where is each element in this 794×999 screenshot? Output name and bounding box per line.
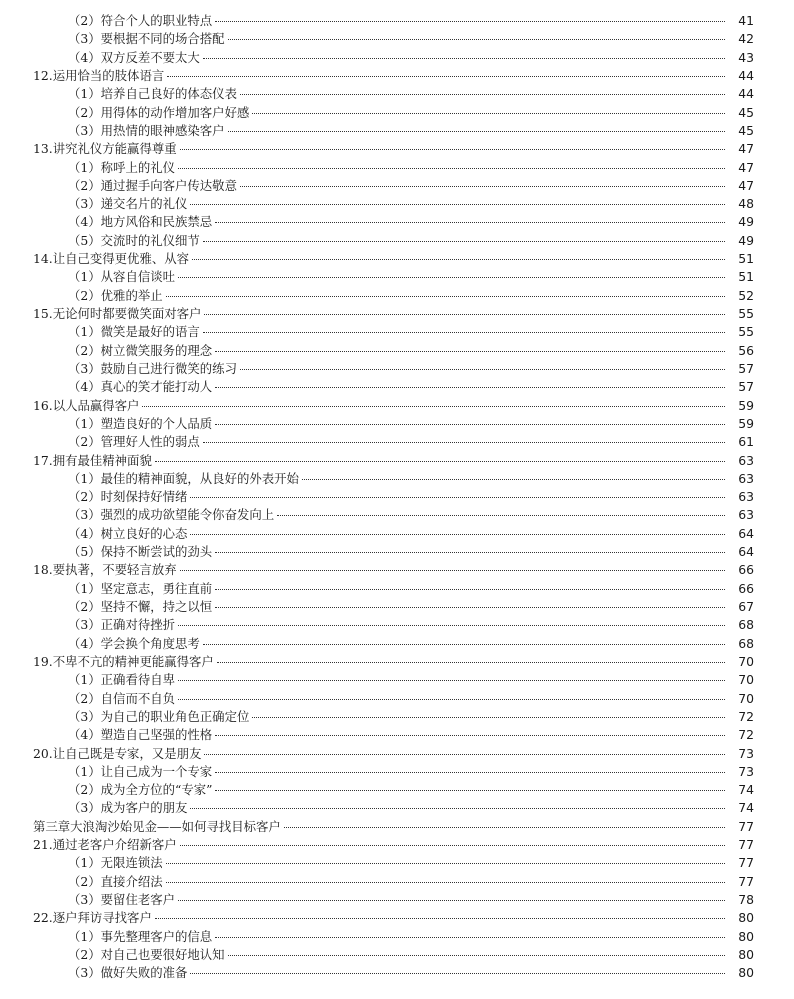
- toc-subsection-entry[interactable]: [0, 781, 794, 799]
- toc-entry-page-number: 48: [738, 196, 754, 212]
- dot-leader: [190, 534, 725, 535]
- toc-entry-line: [0, 854, 794, 872]
- toc-section-entry[interactable]: [0, 140, 794, 158]
- toc-entry-line: [0, 635, 794, 653]
- dot-leader: [192, 259, 725, 260]
- toc-entry-title: （3）要留住老客户: [68, 892, 176, 907]
- toc-entry-title: （5）交流时的礼仪细节: [68, 232, 200, 248]
- toc-entry-page-number: 80: [738, 946, 754, 962]
- table-of-contents: [0, 12, 794, 983]
- toc-entry-title: （2）直接介绍法: [68, 873, 163, 889]
- toc-entry-line: [0, 397, 794, 415]
- toc-section-entry[interactable]: [0, 305, 794, 323]
- toc-entry-page-number: 44: [738, 67, 754, 83]
- toc-entry-line: [0, 561, 794, 579]
- dot-leader: [180, 149, 725, 150]
- toc-subsection-entry[interactable]: [0, 543, 794, 561]
- toc-entry-page-number: 57: [738, 379, 754, 395]
- toc-entry-line: [0, 250, 794, 268]
- toc-entry-title: （3）用热情的眼神感染客户: [68, 122, 225, 138]
- toc-entry-page-number: 66: [738, 580, 754, 596]
- toc-entry-title: （5）保持不断尝试的劲头: [68, 544, 213, 560]
- toc-entry-page-number: 73: [738, 763, 754, 779]
- toc-entry-title: （2）时刻保持好情绪: [68, 489, 188, 505]
- dot-leader: [302, 479, 725, 480]
- dot-leader: [166, 863, 725, 864]
- toc-entry-line: [0, 85, 794, 103]
- toc-entry-line: [0, 653, 794, 671]
- toc-entry-title: （4）真心的笑才能打动人: [68, 379, 213, 395]
- toc-entry-page-number: 70: [738, 653, 754, 669]
- toc-entry-line: [0, 122, 794, 140]
- toc-entry-line: [0, 763, 794, 781]
- toc-entry-line: [0, 525, 794, 543]
- toc-subsection-entry[interactable]: [0, 873, 794, 891]
- toc-section-entry[interactable]: [0, 909, 794, 927]
- toc-entry-line: [0, 726, 794, 744]
- dot-leader: [215, 351, 725, 352]
- dot-leader: [228, 131, 725, 132]
- toc-entry-page-number: 51: [738, 251, 754, 267]
- toc-subsection-entry[interactable]: [0, 85, 794, 103]
- toc-subsection-entry[interactable]: [0, 854, 794, 872]
- toc-entry-title: 20.让自己既是专家，又是朋友: [33, 745, 202, 761]
- toc-entry-line: [0, 378, 794, 396]
- dot-leader: [277, 515, 725, 516]
- toc-entry-page-number: 74: [738, 800, 754, 816]
- dot-leader: [252, 113, 725, 114]
- toc-entry-page-number: 52: [738, 287, 754, 303]
- toc-entry-page-number: 68: [738, 617, 754, 633]
- toc-subsection-entry[interactable]: [0, 891, 794, 909]
- toc-section-entry[interactable]: [0, 745, 794, 763]
- toc-entry-title: （1）培养自己良好的体态仪表: [68, 86, 237, 102]
- dot-leader: [203, 442, 725, 443]
- toc-subsection-entry[interactable]: [0, 635, 794, 653]
- dot-leader: [215, 937, 725, 938]
- toc-entry-line: [0, 781, 794, 799]
- toc-subsection-entry[interactable]: [0, 726, 794, 744]
- dot-leader: [203, 644, 725, 645]
- dot-leader: [166, 882, 725, 883]
- dot-leader: [178, 625, 725, 626]
- toc-entry-line: [0, 67, 794, 85]
- toc-entry-page-number: 59: [738, 397, 754, 413]
- toc-subsection-entry[interactable]: [0, 30, 794, 48]
- toc-entry-page-number: 49: [738, 214, 754, 230]
- toc-subsection-entry[interactable]: [0, 690, 794, 708]
- toc-subsection-entry[interactable]: [0, 470, 794, 488]
- dot-leader: [203, 332, 725, 333]
- toc-entry-page-number: 67: [738, 599, 754, 614]
- dot-leader: [215, 424, 725, 425]
- toc-section-entry[interactable]: [0, 836, 794, 854]
- toc-entry-page-number: 66: [738, 562, 754, 578]
- toc-entry-title: 17.拥有最佳精神面貌: [33, 452, 152, 468]
- toc-entry-line: [0, 433, 794, 451]
- toc-subsection-entry[interactable]: [0, 488, 794, 506]
- toc-entry-page-number: 70: [738, 672, 754, 688]
- toc-subsection-entry[interactable]: [0, 433, 794, 451]
- toc-subsection-entry[interactable]: [0, 799, 794, 817]
- toc-entry-line: [0, 708, 794, 726]
- toc-subsection-entry[interactable]: [0, 506, 794, 524]
- toc-entry-page-number: 73: [738, 745, 754, 761]
- dot-leader: [190, 204, 725, 205]
- toc-entry-page-number: 72: [738, 708, 754, 724]
- toc-entry-page-number: 42: [738, 31, 754, 47]
- toc-entry-line: [0, 598, 794, 616]
- toc-entry-page-number: 74: [738, 782, 754, 798]
- toc-entry-page-number: 64: [738, 544, 754, 560]
- toc-entry-page-number: 57: [738, 360, 754, 376]
- toc-subsection-entry[interactable]: [0, 708, 794, 726]
- toc-entry-title: （4）双方反差不要太大: [68, 49, 200, 65]
- toc-section-entry[interactable]: [0, 67, 794, 85]
- toc-subsection-entry[interactable]: [0, 415, 794, 433]
- toc-entry-line: [0, 305, 794, 323]
- toc-entry-line: [0, 452, 794, 470]
- toc-entry-line: [0, 928, 794, 946]
- dot-leader: [252, 717, 725, 718]
- toc-subsection-entry[interactable]: [0, 213, 794, 231]
- toc-entry-title: （1）正确看待自卑: [68, 672, 176, 688]
- toc-entry-page-number: 77: [738, 837, 754, 853]
- toc-subsection-entry[interactable]: [0, 49, 794, 67]
- toc-subsection-entry[interactable]: [0, 104, 794, 122]
- toc-entry-title: （2）管理好人性的弱点: [68, 434, 200, 450]
- dot-leader: [228, 955, 725, 956]
- toc-entry-title: （1）事先整理客户的信息: [68, 928, 213, 944]
- toc-entry-line: [0, 213, 794, 231]
- toc-subsection-entry[interactable]: [0, 177, 794, 195]
- toc-entry-title: （3）做好失败的准备: [68, 965, 188, 981]
- toc-entry-line: [0, 360, 794, 378]
- toc-entry-title: （2）通过握手向客户传达敬意: [68, 177, 237, 193]
- dot-leader: [180, 570, 725, 571]
- toc-entry-page-number: 45: [738, 122, 754, 138]
- toc-entry-page-number: 47: [738, 159, 754, 175]
- toc-entry-line: [0, 543, 794, 561]
- toc-entry-title: （1）坚定意志，勇往直前: [68, 580, 213, 596]
- dot-leader: [240, 186, 725, 187]
- toc-entry-page-number: 63: [738, 507, 754, 523]
- dot-leader: [217, 662, 725, 663]
- toc-entry-line: [0, 232, 794, 250]
- toc-entry-page-number: 41: [738, 13, 754, 28]
- toc-entry-title: （2）树立微笑服务的理念: [68, 342, 213, 358]
- toc-entry-page-number: 78: [738, 892, 754, 907]
- dot-leader: [284, 827, 725, 828]
- toc-section-entry[interactable]: [0, 397, 794, 415]
- toc-entry-title: （3）递交名片的礼仪: [68, 196, 188, 212]
- dot-leader: [178, 277, 725, 278]
- toc-entry-page-number: 61: [738, 434, 754, 450]
- toc-entry-line: [0, 909, 794, 927]
- dot-leader: [215, 735, 725, 736]
- dot-leader: [215, 607, 725, 608]
- toc-entry-line: [0, 671, 794, 689]
- toc-entry-line: [0, 506, 794, 524]
- toc-entry-title: （4）塑造自己坚强的性格: [68, 727, 213, 743]
- toc-subsection-entry[interactable]: [0, 598, 794, 616]
- toc-entry-title: （2）成为全方位的“专家”: [68, 782, 213, 798]
- toc-subsection-entry[interactable]: [0, 323, 794, 341]
- toc-subsection-entry[interactable]: [0, 122, 794, 140]
- toc-section-entry[interactable]: [0, 818, 794, 836]
- toc-entry-title: （3）正确对待挫折: [68, 617, 176, 633]
- dot-leader: [215, 552, 725, 553]
- toc-entry-page-number: 55: [738, 306, 754, 321]
- toc-entry-title: 13.讲究礼仪方能赢得尊重: [33, 141, 177, 157]
- toc-entry-line: [0, 415, 794, 433]
- toc-entry-title: （3）要根据不同的场合搭配: [68, 31, 225, 47]
- dot-leader: [178, 699, 725, 700]
- toc-entry-title: 12.运用恰当的肢体语言: [33, 67, 165, 83]
- toc-subsection-entry[interactable]: [0, 964, 794, 982]
- dot-leader: [142, 406, 725, 407]
- toc-entry-line: [0, 873, 794, 891]
- toc-entry-title: （2）自信而不自负: [68, 690, 176, 706]
- dot-leader: [155, 918, 725, 919]
- toc-subsection-entry[interactable]: [0, 378, 794, 396]
- dot-leader: [203, 58, 725, 59]
- toc-entry-line: [0, 836, 794, 854]
- dot-leader: [178, 168, 725, 169]
- toc-entry-title: （4）学会换个角度思考: [68, 635, 200, 651]
- toc-entry-title: （2）用得体的动作增加客户好感: [68, 104, 250, 120]
- toc-entry-line: [0, 159, 794, 177]
- toc-entry-line: [0, 470, 794, 488]
- toc-entry-page-number: 80: [738, 965, 754, 981]
- toc-entry-page-number: 80: [738, 910, 754, 926]
- toc-section-entry[interactable]: [0, 452, 794, 470]
- toc-entry-title: 第三章大浪淘沙始见金——如何寻找目标客户: [33, 818, 281, 834]
- toc-entry-page-number: 63: [738, 452, 754, 468]
- toc-entry-page-number: 43: [738, 49, 754, 65]
- dot-leader: [204, 314, 725, 315]
- toc-entry-title: 19.不卑不亢的精神更能赢得客户: [33, 653, 214, 669]
- toc-entry-line: [0, 818, 794, 836]
- toc-subsection-entry[interactable]: [0, 159, 794, 177]
- toc-entry-line: [0, 140, 794, 158]
- toc-subsection-entry[interactable]: [0, 268, 794, 286]
- dot-leader: [166, 296, 725, 297]
- toc-entry-title: （1）最佳的精神面貌，从良好的外表开始: [68, 470, 299, 486]
- toc-entry-title: （1）让自己成为一个专家: [68, 763, 213, 779]
- dot-leader: [155, 461, 725, 462]
- toc-entry-line: [0, 287, 794, 305]
- toc-entry-title: 16.以人品赢得客户: [33, 397, 140, 413]
- dot-leader: [180, 845, 725, 846]
- toc-entry-title: （4）地方风俗和民族禁忌: [68, 214, 213, 230]
- toc-entry-page-number: 51: [738, 269, 754, 285]
- toc-entry-page-number: 47: [738, 177, 754, 193]
- toc-entry-line: [0, 946, 794, 964]
- toc-subsection-entry[interactable]: [0, 342, 794, 360]
- toc-entry-title: 15.无论何时都要微笑面对客户: [33, 306, 202, 321]
- dot-leader: [204, 754, 725, 755]
- dot-leader: [215, 790, 725, 791]
- toc-entry-title: （1）微笑是最好的语言: [68, 324, 200, 340]
- dot-leader: [167, 76, 725, 77]
- toc-entry-title: （4）树立良好的心态: [68, 525, 188, 541]
- toc-entry-line: [0, 49, 794, 67]
- dot-leader: [215, 21, 725, 22]
- dot-leader: [203, 241, 725, 242]
- toc-entry-title: 18.要执著，不要轻言放弃: [33, 562, 177, 578]
- toc-entry-title: （3）成为客户的朋友: [68, 800, 188, 816]
- toc-entry-line: [0, 580, 794, 598]
- toc-entry-line: [0, 745, 794, 763]
- dot-leader: [190, 808, 725, 809]
- toc-entry-page-number: 59: [738, 415, 754, 431]
- toc-entry-line: [0, 323, 794, 341]
- toc-section-entry[interactable]: [0, 561, 794, 579]
- toc-subsection-entry[interactable]: [0, 616, 794, 634]
- toc-entry-page-number: 68: [738, 635, 754, 651]
- toc-entry-line: [0, 104, 794, 122]
- toc-entry-line: [0, 177, 794, 195]
- toc-subsection-entry[interactable]: [0, 360, 794, 378]
- dot-leader: [215, 222, 725, 223]
- toc-entry-title: 22.逐户拜访寻找客户: [33, 910, 152, 926]
- toc-entry-title: （1）从容自信谈吐: [68, 269, 176, 285]
- toc-entry-title: （3）为自己的职业角色正确定位: [68, 708, 250, 724]
- toc-entry-page-number: 49: [738, 232, 754, 248]
- toc-entry-page-number: 44: [738, 86, 754, 102]
- toc-subsection-entry[interactable]: [0, 287, 794, 305]
- dot-leader: [215, 772, 725, 773]
- toc-section-entry[interactable]: [0, 250, 794, 268]
- toc-entry-page-number: 80: [738, 928, 754, 944]
- toc-entry-page-number: 77: [738, 855, 754, 871]
- toc-entry-line: [0, 268, 794, 286]
- toc-entry-title: （2）对自己也要很好地认知: [68, 946, 225, 962]
- toc-entry-line: [0, 891, 794, 909]
- toc-entry-page-number: 77: [738, 818, 754, 834]
- toc-entry-page-number: 45: [738, 104, 754, 120]
- dot-leader: [240, 369, 725, 370]
- toc-subsection-entry[interactable]: [0, 525, 794, 543]
- toc-entry-title: （1）塑造良好的个人品质: [68, 415, 213, 431]
- toc-entry-page-number: 77: [738, 873, 754, 889]
- toc-entry-title: （2）坚持不懈，持之以恒: [68, 599, 213, 614]
- dot-leader: [178, 900, 725, 901]
- toc-subsection-entry[interactable]: [0, 928, 794, 946]
- toc-entry-page-number: 63: [738, 489, 754, 505]
- toc-entry-page-number: 64: [738, 525, 754, 541]
- toc-entry-line: [0, 195, 794, 213]
- toc-subsection-entry[interactable]: [0, 671, 794, 689]
- toc-entry-page-number: 72: [738, 727, 754, 743]
- toc-entry-title: 14.让自己变得更优雅、从容: [33, 251, 190, 267]
- toc-subsection-entry[interactable]: [0, 946, 794, 964]
- toc-entry-title: （1）称呼上的礼仪: [68, 159, 176, 175]
- toc-subsection-entry[interactable]: [0, 232, 794, 250]
- dot-leader: [178, 680, 725, 681]
- toc-entry-title: （2）符合个人的职业特点: [68, 13, 213, 28]
- toc-subsection-entry[interactable]: [0, 195, 794, 213]
- toc-entry-line: [0, 342, 794, 360]
- toc-subsection-entry[interactable]: [0, 580, 794, 598]
- toc-entry-line: [0, 799, 794, 817]
- toc-subsection-entry[interactable]: [0, 12, 794, 30]
- toc-entry-page-number: 70: [738, 690, 754, 706]
- toc-entry-page-number: 47: [738, 141, 754, 157]
- toc-entry-line: [0, 12, 794, 30]
- toc-entry-title: 21.通过老客户介绍新客户: [33, 837, 177, 853]
- toc-entry-title: （1）无限连锁法: [68, 855, 163, 871]
- toc-entry-line: [0, 964, 794, 982]
- toc-entry-page-number: 55: [738, 324, 754, 340]
- toc-entry-title: （3）强烈的成功欲望能令你奋发向上: [68, 507, 275, 523]
- toc-entry-line: [0, 488, 794, 506]
- toc-entry-page-number: 63: [738, 470, 754, 486]
- toc-entry-title: （3）鼓励自己进行微笑的练习: [68, 360, 237, 376]
- dot-leader: [190, 497, 725, 498]
- toc-section-entry[interactable]: [0, 653, 794, 671]
- dot-leader: [190, 973, 725, 974]
- toc-entry-title: （2）优雅的举止: [68, 287, 163, 303]
- dot-leader: [228, 39, 725, 40]
- dot-leader: [215, 387, 725, 388]
- toc-entry-line: [0, 616, 794, 634]
- dot-leader: [215, 589, 725, 590]
- toc-entry-line: [0, 690, 794, 708]
- toc-subsection-entry[interactable]: [0, 763, 794, 781]
- toc-entry-line: [0, 30, 794, 48]
- dot-leader: [240, 94, 725, 95]
- toc-entry-page-number: 56: [738, 342, 754, 358]
